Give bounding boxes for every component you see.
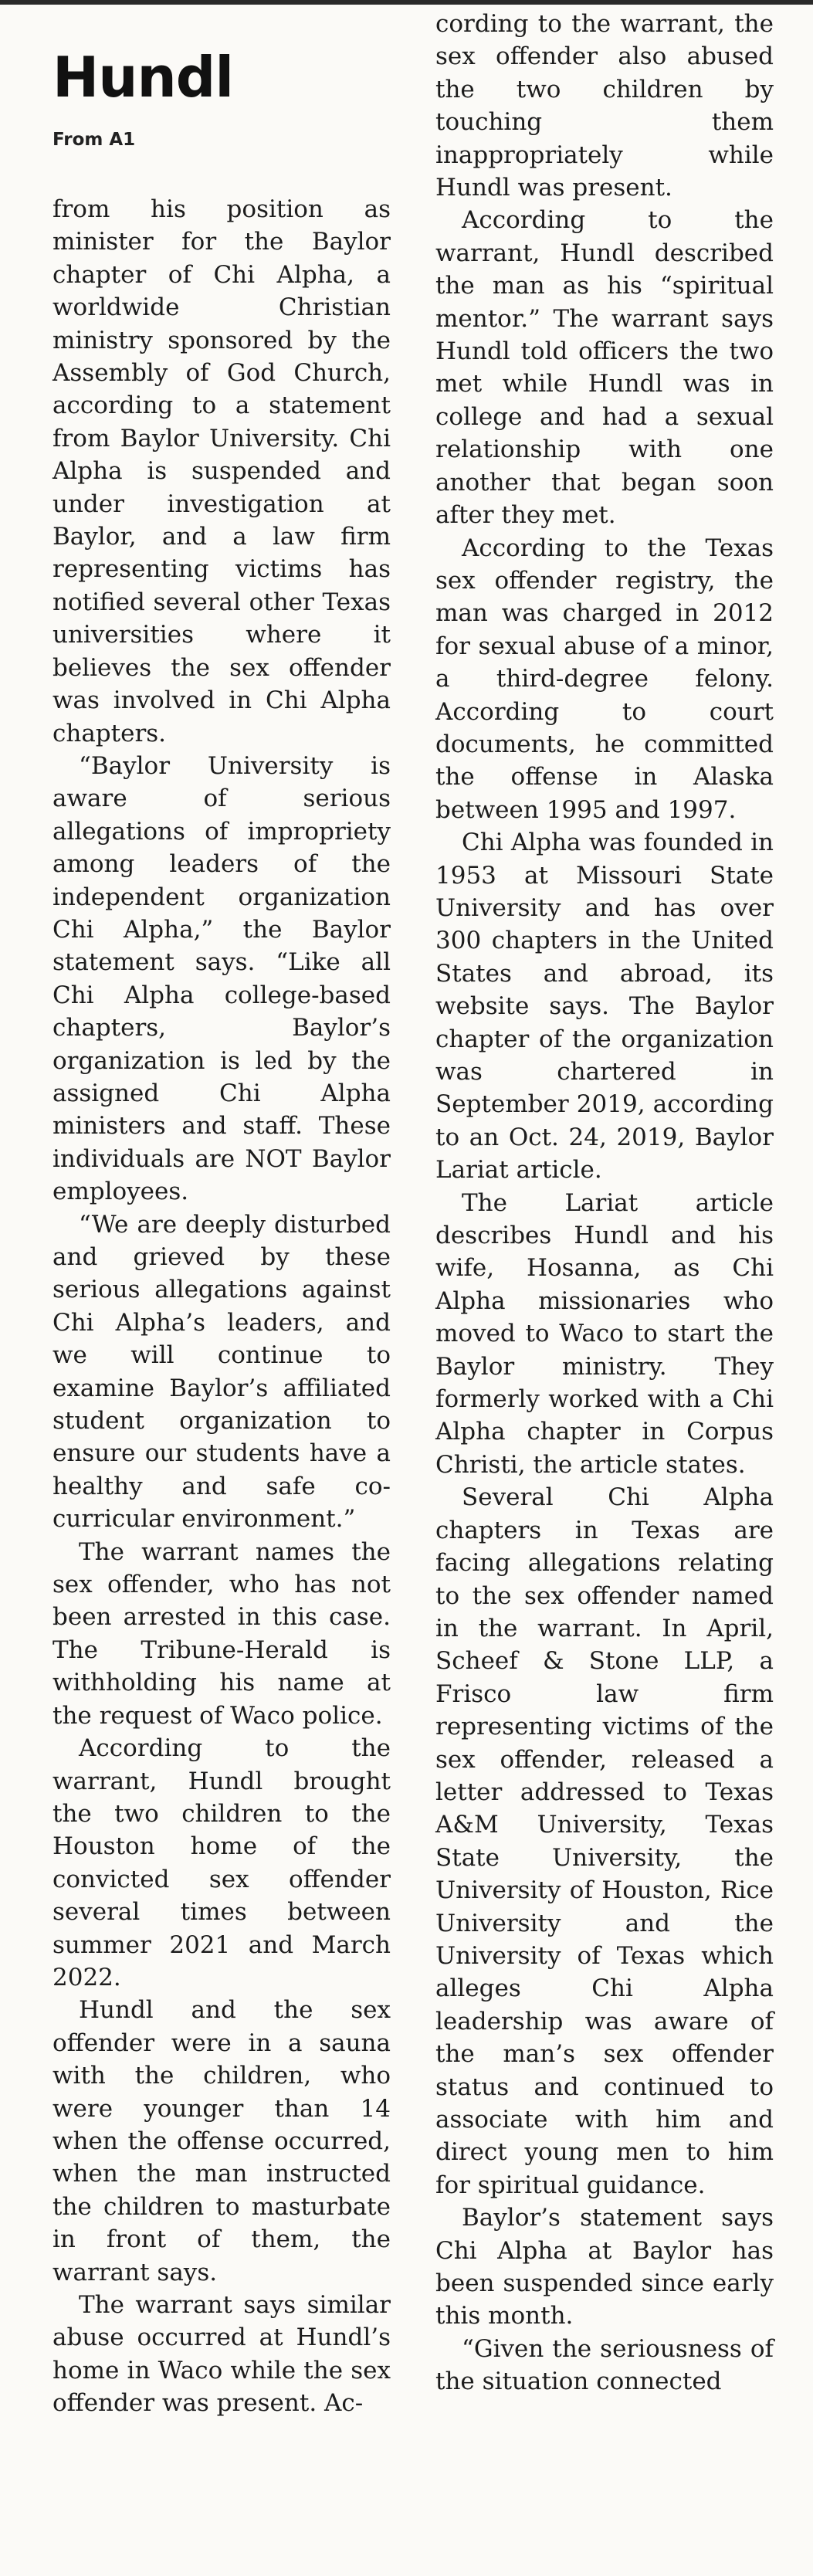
top-rule xyxy=(0,0,813,5)
paragraph: According to the warrant, Hundl brought the two children to the Houston home of the convicted sex offender several times between summer 2021 and March 2022. xyxy=(53,1734,391,1991)
article-column-left xyxy=(53,193,391,2420)
paragraph: Baylor’s statement says Chi Alpha at Baylor has been suspended since early this month. xyxy=(435,2204,774,2330)
paragraph: The warrant says similar abuse occurred at Hundl’s home in Waco while the sex offender was present. Ac- xyxy=(53,2291,391,2418)
headline: Hundl xyxy=(53,45,233,110)
paragraph: According to the warrant, Hundl described the man as his “spiritual mentor.” The warrant says Hundl told officers the two met while Hundl was in college and had a sexual relationship with one another that began soon after they met. xyxy=(435,206,774,530)
paragraph: “Given the seriousness of the situation connected xyxy=(435,2334,774,2396)
paragraph: According to the Texas sex offender registry, the man was charged in 2012 for sexual abuse of a minor, a third-degree felony. According to court documents, he committed the offense in Alaska between 1995 and 1997. xyxy=(435,534,774,824)
paragraph: cording to the warrant, the sex offender also abused the two children by touching them inappropriately while Hundl was present. xyxy=(435,10,774,202)
paragraph: The warrant names the sex offender, who has not been arrested in this case. The Tribune-Herald is withholding his name at the request of Waco police. xyxy=(53,1537,391,1730)
paragraph: Chi Alpha was founded in 1953 at Missouri State University and has over 300 chapters in the United States and abroad, its website says. The Baylor chapter of the organization was chartered in September 2019, according to an Oct. 24, 2019, Baylor Lariat article. xyxy=(435,829,774,1185)
paragraph: from his position as minister for the Baylor chapter of Chi Alpha, a worldwide Christian ministry sponsored by the Assembly of God Church, according to a statement from Baylor University. Chi Alpha is suspended and under investigation at Baylor, and a law firm representing victims has notified several other Texas universities where it believes the sex offender was involved in Chi Alpha chapters. xyxy=(53,195,391,747)
article-column-right xyxy=(435,8,774,2398)
paragraph: Several Chi Alpha chapters in Texas are facing allegations relating to the sex offender named in the warrant. In April, Scheef & Stone LLP, a Frisco law firm representing victims of the sex offender, released a letter addressed to Texas A&M University, Texas State University, the University of Houston, Rice University and the University of Texas which alleges Chi Alpha leadership was aware of the man’s sex offender status and continued to associate with him and direct young men to him for spiritual guidance. xyxy=(435,1483,774,2199)
paragraph: “We are deeply disturbed and grieved by these serious allegations against Chi Alpha’s leaders, and we will continue to examine Baylor’s affiliated student organization to ensure our students have a healthy and safe co-curricular environment.” xyxy=(53,1210,391,1534)
paragraph: “Baylor University is aware of serious allegations of impropriety among leaders of the independent organization Chi Alpha,” the Baylor statement says. “Like all Chi Alpha college-based chapters, Baylor’s organization is led by the assigned Chi Alpha ministers and staff. These individuals are NOT Baylor employees. xyxy=(53,751,391,1206)
paragraph: The Lariat article describes Hundl and his wife, Hosanna, as Chi Alpha missionaries who moved to Waco to start the Baylor ministry. They formerly worked with a Chi Alpha chapter in Corpus Christi, the article states. xyxy=(435,1188,774,1479)
jump-label: From A1 xyxy=(53,130,136,150)
paragraph: Hundl and the sex offender were in a sauna with the children, who were younger than 14 when the offense occurred, when the man instructed the children to masturbate in front of them, the warrant says. xyxy=(53,1996,391,2286)
